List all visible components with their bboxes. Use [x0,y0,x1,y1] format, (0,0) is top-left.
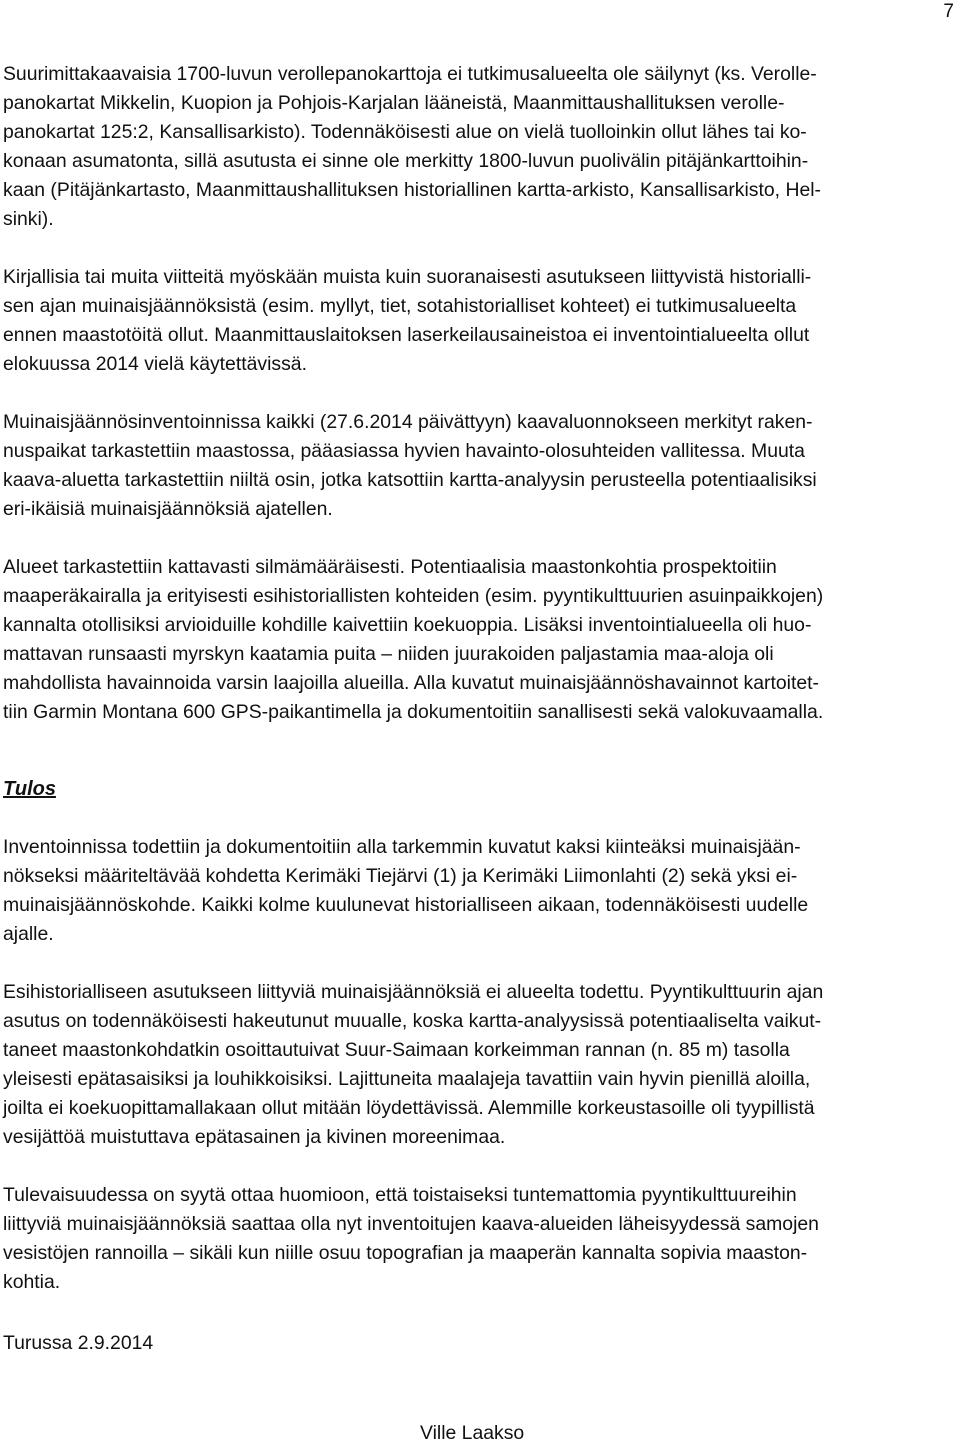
paragraph [3,553,957,727]
text-line: yleisesti epätasaisiksi ja louhikkoisiksi. Lajittuneita maalajeja tavattiin vain hyvin pienillä aloilla, [3,1068,811,1090]
results-section [3,833,957,1297]
text-line: eri-ikäisiä muinaisjäännöksiä ajatellen. [3,498,333,520]
text-line: elokuussa 2014 vielä käytettävissä. [3,353,307,375]
text-line: kohtia. [3,1271,61,1293]
paragraph [3,833,957,949]
text-line: Kirjallisia tai muita viitteitä myöskään muista kuin suoranaisesti asutukseen liittyvistä historialli- [3,266,812,288]
paragraph [3,60,957,234]
text-line: vesijättöä muistuttava epätasainen ja kivinen moreenimaa. [3,1126,506,1148]
text-line: taneet maastonkohdatkin osoittautuivat Suur-Saimaan korkeimman rannan (n. 85 m) tasolla [3,1039,790,1061]
text-line: Muinaisjäännösinventoinnissa kaikki (27.6.2014 päivättyyn) kaavaluonnokseen merkityt raken- [3,411,813,433]
date-line: Turussa 2.9.2014 [3,1332,154,1354]
text-line: maaperäkairalla ja erityisesti esihistoriallisten kohteiden (esim. pyyntikulttuurien asuinpaikkojen) [3,585,824,607]
text-line: panokartat 125:2, Kansallisarkisto). Todennäköisesti alue on vielä tuolloinkin ollut lähes tai ko- [3,121,807,143]
text-line: liittyviä muinaisjäännöksiä saattaa olla nyt inventoitujen kaava-alueiden läheisyydessä samojen [3,1213,819,1235]
author-name: Ville Laakso [420,1422,525,1444]
text-line: tiin Garmin Montana 600 GPS-paikantimella ja dokumentoitiin sanallisesti sekä valokuvaamalla. [3,701,824,723]
text-line: sen ajan muinaisjäännöksistä (esim. myllyt, tiet, sotahistorialliset kohteet) ei tutkimusalueelta [3,295,797,317]
text-line: ajalle. [3,923,54,945]
text-line: Tulevaisuudessa on syytä ottaa huomioon, että toistaiseksi tuntemattomia pyyntikulttuureihin [3,1184,797,1206]
text-line: muinaisjäännöskohde. Kaikki kolme kuulunevat historialliseen aikaan, todennäköisesti uudelle [3,894,809,916]
text-line: mahdollista havainnoida varsin laajoilla alueilla. Alla kuvatut muinaisjäännöshavainnot kartoitet- [3,672,819,694]
text-line: nökseksi määriteltävää kohdetta Kerimäki Tiejärvi (1) ja Kerimäki Liimonlahti (2) sekä yksi ei- [3,865,798,887]
section-heading-tulos: Tulos [3,778,56,800]
page-number: 7 [943,1,954,22]
text-line: ennen maastotöitä ollut. Maanmittauslaitoksen laserkeilausaineistoa ei inventointialueelta ollut [3,324,810,346]
text-line: asutus on todennäköisesti hakeutunut muualle, koska kartta-analyysissä potentiaaliselta vaikut- [3,1010,822,1032]
text-line: kaan (Pitäjänkartasto, Maanmittaushallituksen historiallinen kartta-arkisto, Kansallisarkisto, Hel- [3,179,821,201]
text-line: sinki). [3,208,54,230]
paragraph [3,263,957,379]
text-line: Inventoinnissa todettiin ja dokumentoitiin alla tarkemmin kuvatut kaksi kiinteäksi muinaisjään- [3,836,801,858]
text-line: vesistöjen rannoilla – sikäli kun niille osuu topografian ja maaperän kannalta sopivia maaston- [3,1242,808,1264]
text-line: kaava-aluetta tarkastettiin niiltä osin, jotka katsottiin kartta-analyysin perusteella potentiaalisiksi [3,469,817,491]
text-line: panokartat Mikkelin, Kuopion ja Pohjois-Karjalan lääneistä, Maanmittaushallituksen verolle- [3,92,785,114]
text-line: mattavan runsaasti myrskyn kaatamia puita – niiden juurakoiden paljastamia maa-aloja oli [3,643,774,665]
intro-section [3,60,957,727]
paragraph [3,1181,957,1297]
paragraph [3,978,957,1152]
text-line: Suurimittakaavaisia 1700-luvun verollepanokarttoja ei tutkimusalueelta ole säilynyt (ks. Verolle- [3,63,817,85]
text-line: Esihistorialliseen asutukseen liittyviä muinaisjäännöksiä ei alueelta todettu. Pyyntikulttuurin ajan [3,981,824,1003]
document-body [3,60,957,1358]
paragraph [3,408,957,524]
text-line: joilta ei koekuopittamallakaan ollut mitään löydettävissä. Alemmille korkeustasoille oli tyypillistä [3,1097,815,1119]
text-line: konaan asumatonta, sillä asutusta ei sinne ole merkitty 1800-luvun puolivälin pitäjänkarttoihin- [3,150,809,172]
text-line: Alueet tarkastettiin kattavasti silmämääräisesti. Potentiaalisia maastonkohtia prospektoitiin [3,556,777,578]
text-line: nuspaikat tarkastettiin maastossa, pääasiassa hyvien havainto-olosuhteiden vallitessa. Muuta [3,440,805,462]
text-line: kannalta otollisiksi arvioiduille kohdille kaivettiin koekuoppia. Lisäksi inventointialueella oli huo- [3,614,812,636]
